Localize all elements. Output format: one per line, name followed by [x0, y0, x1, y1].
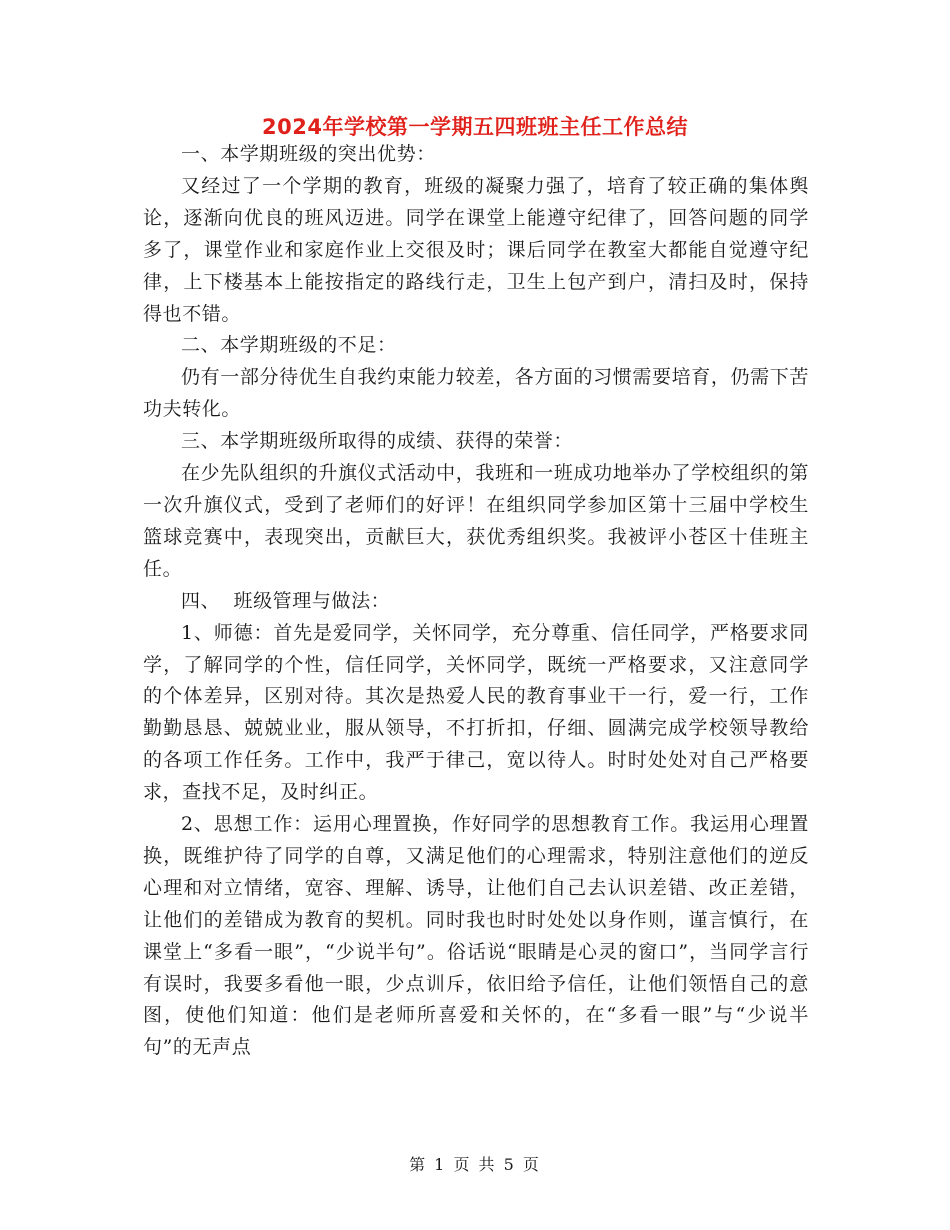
paragraph-3: 在少先队组织的升旗仪式活动中，我班和一班成功地举办了学校组织的第一次升旗仪式，受到了老师们的好评！在组织同学参加区第十三届中学校生篮球竞赛中，表现突出，贡献巨大，获优秀组织奖。我被评小苍区十佳班主任。 [143, 462, 809, 580]
document-body [143, 139, 809, 1064]
paragraph-5: 2、思想工作：运用心理置换，作好同学的思想教育工作。我运用心理置换，既维护待了同学的自尊，又满足他们的心理需求，特别注意他们的逆反心理和对立情绪，宽容、理解、诱导，让他们自己去认识差错、改正差错，让他们的差错成为教育的契机。同时我也时时处处以身作则，谨言慎行，在课堂上“多看一眼”，“少说半句”。俗话说“眼睛是心灵的窗口”，当同学言行有误时，我要多看他一眼，少点训斥，依旧给予信任，让他们领悟自己的意图，使他们知道：他们是老师所喜爱和关怀的，在“多看一眼”与“少说半句”的无声点 [143, 813, 809, 1059]
paragraph-4: 1、师德：首先是爱同学，关怀同学，充分尊重、信任同学，严格要求同学，了解同学的个性，信任同学，关怀同学，既统一严格要求，又注意同学的个体差异，区别对待。其次是热爱人民的教育事业干一行，爱一行，工作勤勤恳恳、兢兢业业，服从领导，不打折扣，仔细、圆满完成学校领导教给的各项工作任务。工作中，我严于律己，宽以待人。时时处处对自己严格要求，查找不足，及时纠正。 [143, 621, 809, 804]
page-number-label: 第 1 页 共 5 页 [409, 1155, 541, 1174]
paragraph-2: 仍有一部分待优生自我约束能力较差，各方面的习惯需要培育，仍需下苦功夫转化。 [143, 366, 809, 421]
section-heading-3: 三、本学期班级所取得的成绩、获得的荣誉： [181, 430, 574, 453]
section-heading-2: 二、本学期班级的不足： [181, 334, 397, 357]
paragraph-1: 又经过了一个学期的教育，班级的凝聚力强了，培育了较正确的集体舆论，逐渐向优良的班风迈进。同学在课堂上能遵守纪律了，回答问题的同学多了，课堂作业和家庭作业上交很及时；课后同学在教室大都能自觉遵守纪律，上下楼基本上能按指定的路线行走，卫生上包产到户，清扫及时，保持得也不错。 [143, 174, 809, 325]
page-number-footer [0, 1154, 950, 1176]
section-heading-4: 四、 班级管理与做法： [181, 589, 391, 612]
section-heading-1: 一、本学期班级的突出优势： [181, 143, 436, 165]
document-title: 2024年学校第一学期五四班班主任工作总结 [262, 115, 688, 139]
